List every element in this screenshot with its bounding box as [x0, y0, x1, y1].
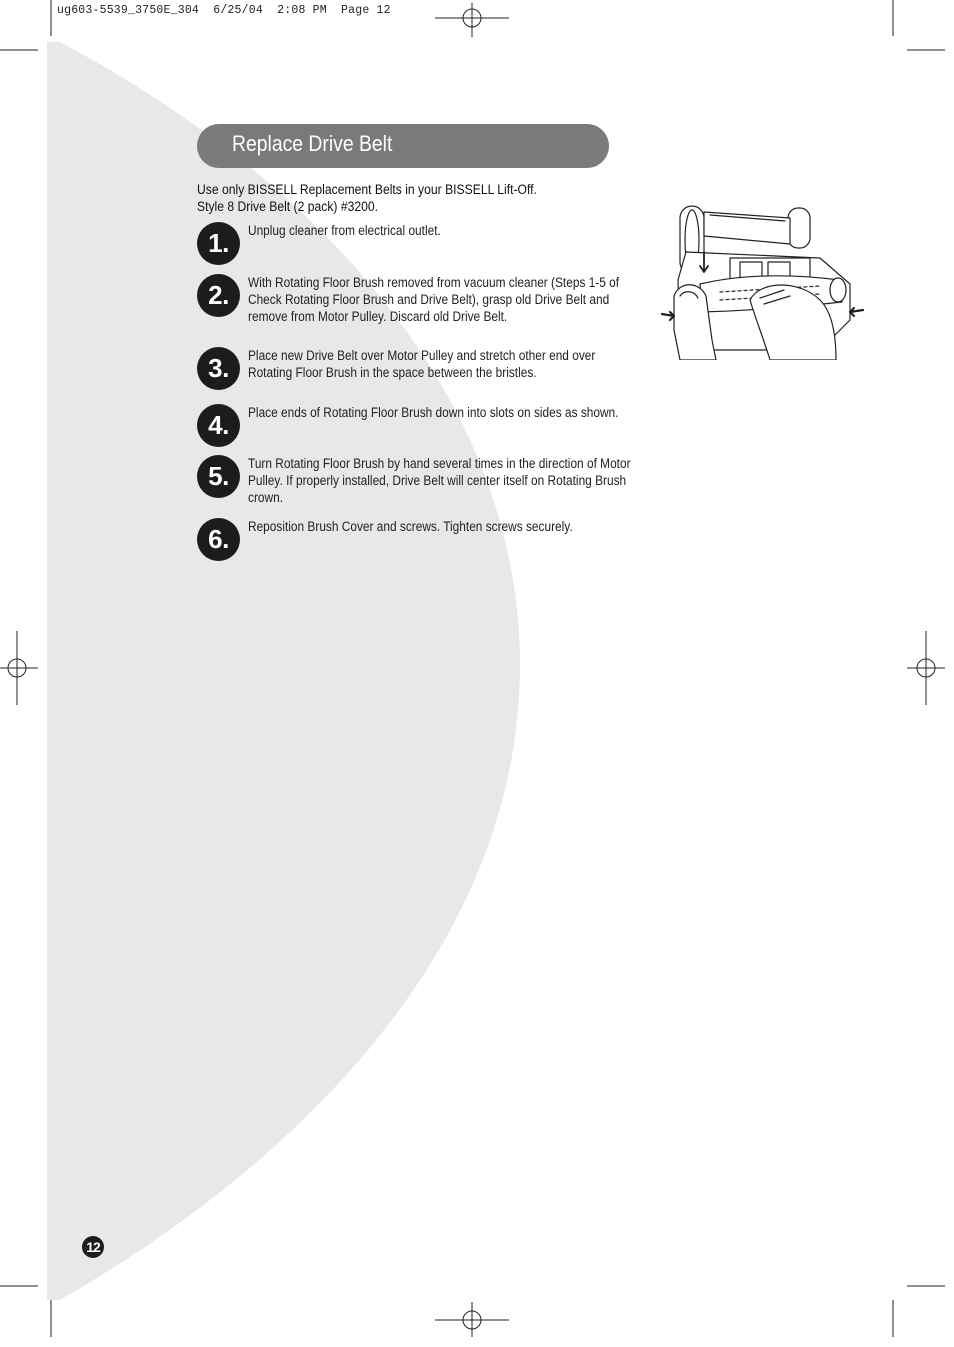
step-text: Turn Rotating Floor Brush by hand several times in the direction of Motor Pulley. If properly installed, Drive Belt will center itself on Rotating Brush crown.: [248, 456, 631, 505]
step-number-badge: 3.: [197, 347, 240, 390]
step-number-badge: 5.: [197, 455, 240, 498]
intro-line-1: Use only BISSELL Replacement Belts in your BISSELL Lift-Off.: [197, 182, 537, 197]
page-number-badge: 12: [82, 1236, 104, 1258]
step-number-badge: 4.: [197, 404, 240, 447]
section-title: Replace Drive Belt: [232, 131, 393, 156]
step-text: Place new Drive Belt over Motor Pulley and stretch other end over Rotating Floor Brush in the space between the bristles.: [248, 348, 596, 380]
vacuum-brush-illustration: [660, 200, 865, 360]
step-number-badge: 6.: [197, 518, 240, 561]
intro-text: [197, 181, 593, 215]
section-title-bar: [197, 124, 609, 168]
step-text: Unplug cleaner from electrical outlet.: [248, 223, 441, 238]
step-text: Reposition Brush Cover and screws. Tighten screws securely.: [248, 519, 573, 534]
step-number-badge: 1.: [197, 222, 240, 265]
print-slug: ug603-5539_3750E_304 6/25/04 2:08 PM Page 12: [57, 4, 391, 17]
intro-line-2: Style 8 Drive Belt (2 pack) #3200.: [197, 199, 378, 214]
step-number-badge: 2.: [197, 274, 240, 317]
step-text: With Rotating Floor Brush removed from vacuum cleaner (Steps 1-5 of Check Rotating Floor Brush and Drive Belt), grasp old Drive Belt and remove from Motor Pulley. Discard old Drive Belt.: [248, 275, 620, 324]
step-text: Place ends of Rotating Floor Brush down into slots on sides as shown.: [248, 405, 619, 420]
